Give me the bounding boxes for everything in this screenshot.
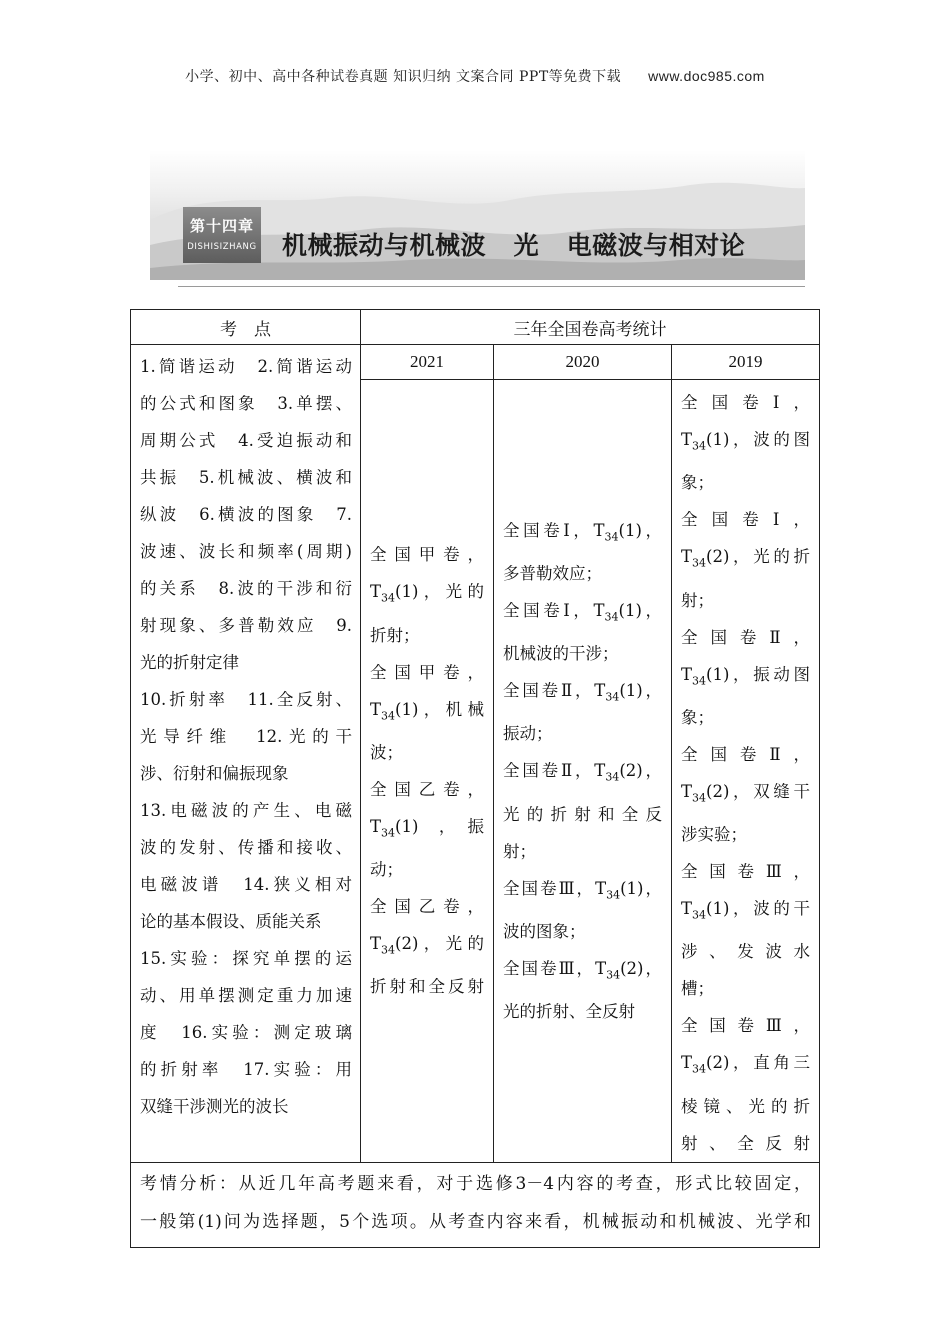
- stats-2020-line: 全国卷Ⅲ，$T_{34}(1)$，: [503, 878, 662, 901]
- stats-2020-line: 全国卷Ⅰ，$T_{34}(1)$，: [503, 600, 662, 624]
- page-header: [0, 66, 950, 86]
- stats-2021-line: 动；: [370, 860, 403, 880]
- kaodian-cell: [131, 345, 361, 1163]
- stats-2019-line: 全国卷Ⅲ，: [681, 862, 811, 882]
- stats-2019-line: 全国卷Ⅰ，: [681, 393, 811, 412]
- kaodian-line: 涉、衍射和偏振现象: [140, 764, 289, 783]
- kaodian-line: 度 16.实验：测定玻璃: [140, 1023, 352, 1042]
- stats-2019-line: $T_{34}(2)$，光的折: [681, 547, 811, 570]
- kaodian-line: 波的发射、传播和接收、: [140, 838, 352, 857]
- stats-2021-line: 折射和全反射: [370, 977, 484, 997]
- kaodian-line: 动、用单摆测定重力加速: [140, 986, 352, 1005]
- stats-2021-lines: [370, 536, 484, 1005]
- header-three-year-stats: 三年全国卷高考统计: [361, 310, 820, 345]
- header-text: 小学、初中、高中各种试卷真题 知识归纳 文案合同 PPT等免费下载: [185, 69, 622, 85]
- banner-underline: [178, 286, 805, 287]
- stats-2021-line: 全国甲卷，: [370, 545, 484, 565]
- stats-2019-line: $T_{34}(2)$，双缝干: [681, 781, 811, 805]
- stats-2020-line: 全国卷Ⅰ，$T_{34}(1)$，: [503, 520, 662, 543]
- stats-2020-lines: [503, 512, 662, 1031]
- stats-2021-line: $T_{34}(1)$，光的: [370, 582, 484, 605]
- kaodian-line: 共振 5.机械波、横波和: [140, 468, 352, 487]
- stats-2019-line: 象；: [681, 707, 714, 727]
- stats-2021-line: 波；: [370, 742, 403, 762]
- analysis-line: 一般第(1)问为选择题，5个选项。从考查内容来看，机械振动和机械波、光学和: [140, 1211, 812, 1232]
- exam-statistics-table: [130, 309, 820, 1248]
- header-kaodian: 考 点: [131, 310, 361, 345]
- chapter-number: 第十四章: [189, 217, 254, 235]
- header-url[interactable]: www.doc985.com: [648, 68, 765, 84]
- stats-2019-line: 象；: [681, 473, 714, 493]
- analysis-line: 考情分析：从近几年高考题来看，对于选修3－4内容的考查，形式比较固定，: [140, 1173, 812, 1194]
- stats-2021-line: $T_{34}(1)$ ， 振: [370, 816, 484, 840]
- chapter-title: 机械振动与机械波 光 电磁波与相对论: [282, 231, 746, 260]
- chapter-badge: [183, 207, 261, 263]
- stats-2019-line: 全国卷Ⅰ，: [681, 510, 811, 530]
- stats-2019-line: $T_{34}(2)$，直角三: [681, 1053, 811, 1076]
- kaodian-line: 10.折射率 11.全反射、: [140, 690, 352, 709]
- year-2021: 2021: [361, 345, 494, 380]
- stats-2019-line: $T_{34}(1)$，振动图: [681, 664, 811, 687]
- analysis-cell: [131, 1162, 820, 1247]
- stats-2019-line: 射；: [681, 590, 714, 610]
- kaodian-line: 光的折射定律: [140, 653, 239, 672]
- stats-2021-line: 全国甲卷，: [370, 662, 484, 682]
- stats-2021-line: 折射；: [370, 625, 420, 645]
- stats-2020-line: 波的图象；: [503, 921, 586, 941]
- stats-2020-line: 光的折射、全反射: [503, 1002, 635, 1022]
- kaodian-line: 论的基本假设、质能关系: [140, 912, 322, 931]
- kaodian-line: 1.简谐运动 2.简谐运动: [140, 357, 352, 376]
- stats-2019-line: 全国卷Ⅱ，: [681, 627, 811, 647]
- stats-2020-line: 全国卷Ⅱ，$T_{34}(1)$，: [503, 681, 662, 704]
- stats-2020-line: 光的折射和全反: [503, 804, 662, 824]
- kaodian-line: 15.实验：探究单摆的运: [140, 949, 352, 968]
- chapter-pinyin: DISHISIZHANG: [187, 242, 257, 252]
- stats-2021-line: 全国乙卷，: [370, 897, 484, 917]
- stats-2019-line: $T_{34}(1)$，波的图: [681, 430, 811, 453]
- stats-2021-line: 全国乙卷，: [370, 779, 484, 799]
- stats-2019-cell: [672, 380, 820, 1163]
- stats-2019-line: 涉、发波水: [681, 942, 811, 962]
- stats-2019-line: 射、全反射: [681, 1133, 811, 1153]
- stats-2019-line: 涉实验；: [681, 825, 747, 845]
- year-2019: 2019: [672, 345, 820, 380]
- kaodian-line: 13.电磁波的产生、电磁: [140, 801, 352, 820]
- stats-2021-line: $T_{34}(1)$，机械: [370, 699, 484, 722]
- stats-2020-cell: [494, 380, 672, 1163]
- kaodian-line: 的关系 8.波的干涉和衍: [140, 579, 352, 598]
- kaodian-line: 纵波 6.横波的图象 7.: [140, 505, 352, 524]
- kaodian-line: 的公式和图象 3.单摆、: [140, 394, 352, 413]
- analysis-lines: [140, 1165, 811, 1241]
- year-2020: 2020: [494, 345, 672, 380]
- kaodian-line: 光导纤维 12.光的干: [140, 727, 352, 746]
- stats-2019-line: 棱镜、光的折: [681, 1096, 811, 1116]
- kaodian-line: 双缝干涉测光的波长: [140, 1097, 289, 1116]
- stats-2020-line: 射；: [503, 841, 536, 861]
- kaodian-line: 波速、波长和频率(周期): [140, 542, 352, 561]
- stats-2020-line: 振动；: [503, 724, 553, 744]
- stats-2021-line: $T_{34}(2)$，光的: [370, 934, 484, 957]
- kaodian-line: 周期公式 4.受迫振动和: [140, 431, 352, 450]
- stats-2019-line: 全国卷Ⅲ，: [681, 1016, 811, 1036]
- stats-2019-line: $T_{34}(1)$，波的干: [681, 899, 811, 922]
- kaodian-lines: [140, 348, 352, 1125]
- stats-2020-line: 多普勒效应；: [503, 563, 602, 583]
- stats-2020-line: 全国卷Ⅲ，$T_{34}(2)$，: [503, 958, 662, 982]
- stats-2020-line: 全国卷Ⅱ，$T_{34}(2)$，: [503, 761, 662, 784]
- kaodian-line: 射现象、多普勒效应 9.: [140, 616, 352, 635]
- stats-2020-line: 机械波的干涉；: [503, 644, 619, 664]
- stats-2019-line: 槽；: [681, 979, 714, 999]
- stats-2021-cell: [361, 380, 494, 1163]
- kaodian-line: 的折射率 17.实验：用: [140, 1060, 352, 1079]
- stats-2019-line: 全国卷Ⅱ，: [681, 744, 811, 764]
- kaodian-line: 电磁波谱 14.狭义相对: [140, 875, 352, 894]
- stats-2019-lines: [681, 384, 810, 1162]
